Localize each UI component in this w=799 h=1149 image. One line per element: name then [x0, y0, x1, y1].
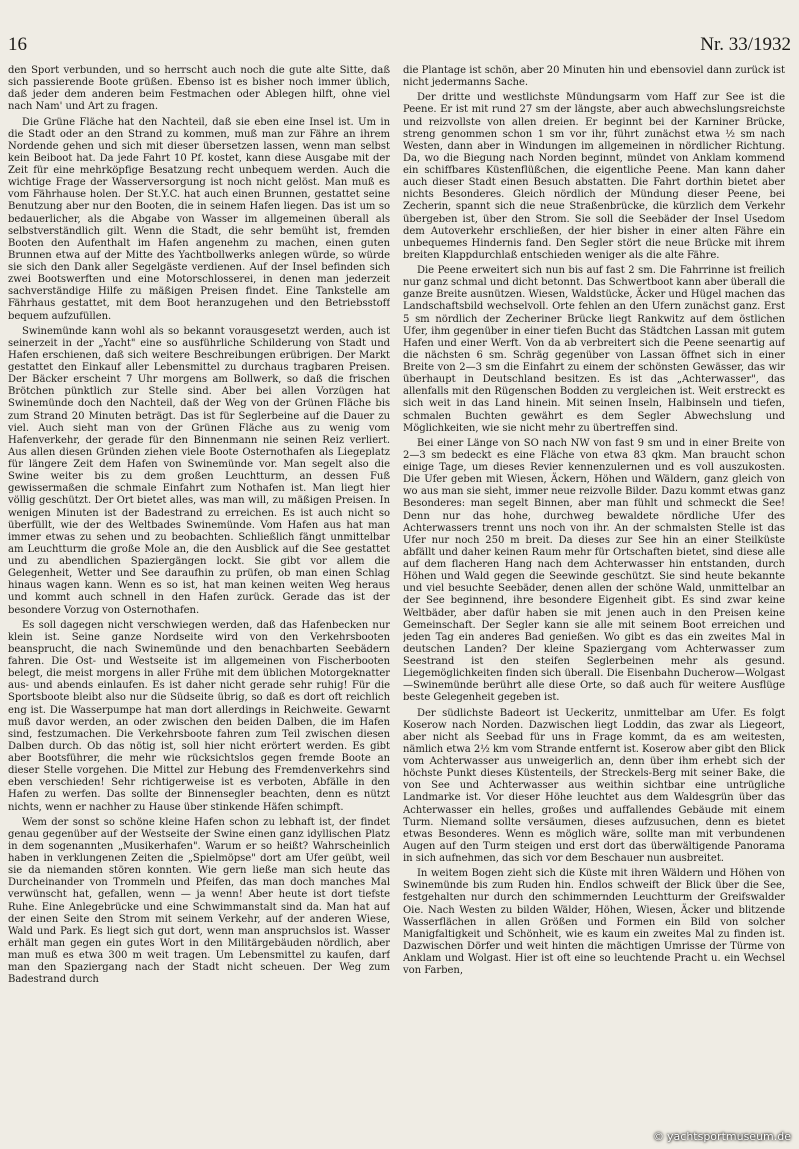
- paragraph: Bei einer Länge von SO nach NW von fast 9 sm und in einer Breite von 2—3 sm bedeckt es eine Fläche von etwa 83 qkm. Man braucht schon einige Tage, um dieses Revier kennenzulernen und es voll auszukosten. Die Ufer geben mit Wiesen, Äckern, Höhen und Wäldern, ganz gleich von wo aus man sie sieht, immer neue reizvolle Bilder. Dazu kommt etwas ganz Besonderes: man segelt Binnen, aber man fühlt und schmeckt die See! Denn nur das hohe, durchweg bewaldete nördliche Ufer des Achterwassers trennt uns noch von ihr. An der schmalsten Stelle ist das Ufer nur noch 250 m breit. Da dieses zur See hin an einer Steilküste abfällt und daher keinen Raum mehr für Ortschaften bietet, sind diese alle auf dem flacheren Hang nach dem Achterwasser hin entstanden, durch Höhen und Wald gegen die Seewinde geschützt. Sie sind heute bekannte und viel besuchte Seebäder, denen allen der schöne Wald, unmittelbar an der See beginnend, ihre besondere Eigenheit gibt. Es sind zwar keine Weltbäder, aber dafür haben sie mit jenen auch in den Preisen keine Gemeinschaft. Der Segler kann sie alle mit seinem Boot erreichen und jeden Tag ein anderes Bad genießen. Wo gibt es das ein zweites Mal in deutschen Landen? Der kleine Spaziergang vom Achterwasser zum Seestrand ist den steifen Seglerbeinen mehr als gesund. Liegemöglichkeiten finden sich überall. Die Eisenbahn Ducherow—Wolgast—Swinemünde berührt alle diese Orte, so daß auch für weitere Ausflüge beste Gelegenheit gegeben ist.: [403, 437, 785, 704]
- watermark-text: yachtsportmuseum.de: [667, 1130, 791, 1143]
- paragraph: Swinemünde kann wohl als so bekannt vorausgesetzt werden, auch ist seinerzeit in der „Yacht" eine so ausführliche Schilderung von Stadt und Hafen erschienen, daß sich weitere Beschreibungen erübrigen. Der Markt gestattet den Einkauf aller Lebensmittel zu durchaus tragbaren Preisen. Der Bäcker erscheint 7 Uhr morgens am Bollwerk, so daß die frischen Brötchen pünktlich zur Stelle sind. Aber bei allen Vorzügen hat Swinemünde doch den Nachteil, daß der Weg von der Grünen Fläche bis zum Strand 20 Minuten beträgt. Das ist für Seglerbeine auf die Dauer zu viel. Auch sieht man von der Grünen Fläche aus zu wenig vom Hafenverkehr, der gerade für den Binnenmann nie seinen Reiz verliert. Aus allen diesen Gründen ziehen viele Boote Osternothafen als Liegeplatz für längere Zeit dem Hafen von Swinemünde vor. Man segelt also die Swine weiter bis zu dem großen Leuchtturm, an dessen Fuß gewissermaßen die schmale Einfahrt zum Nothafen ist. Man liegt hier völlig geschützt. Der Ort bietet alles, was man will, zu mäßigen Preisen. In wenigen Minuten ist der Badestrand zu erreichen. Es ist auch nicht so überfüllt, wie der des Weltbades Swinemünde. Vom Hafen aus hat man immer etwas zu sehen und zu beobachten. Schließlich fängt unmittelbar am Leuchtturm die große Mole an, die den Ausblick auf die See gestattet und zu abendlichen Spaziergängen lockt. Sie gibt vor allem die Gelegenheit, Wetter und See daraufhin zu prüfen, ob man einen Schlag hinaus wagen kann. Wenn es so ist, hat man keinen weiten Weg heraus und kommt auch schnell in den Hafen zurück. Gerade das ist der besondere Vorzug von Osternothafen.: [8, 325, 390, 616]
- paragraph: Die Peene erweitert sich nun bis auf fast 2 sm. Die Fahrrinne ist freilich nur ganz schmal und dicht betonnt. Das Schwertboot kann aber überall die ganze Breite ausnützen. Wiesen, Waldstücke, Äcker und Hügel machen das Landschaftsbild wechselvoll. Orte fehlen an den Ufern zunächst ganz. Erst 5 sm nördlich der Zecheriner Brücke liegt Rankwitz auf dem östlichen Ufer, ihm gegenüber in einer tiefen Bucht das Städtchen Lassan mit gutem Hafen und einer Werft. Von da ab verbreitert sich die Peene seenartig auf die nächsten 6 sm. Schräg gegenüber von Lassan öffnet sich in einer Breite von 2—3 sm die Einfahrt zu einem der schönsten Gewässer, das wir überhaupt in Deutschland besitzen. Es ist das „Achterwasser", das allenfalls mit den Rügenschen Bodden zu vergleichen ist. Weit erstreckt es sich weit in das Land hinein. Mit seinen Inseln, Halbinseln und tiefen, schmalen Buchten gewährt es dem Segler Abwechslung und Möglichkeiten, wie sie nicht mehr zu übertreffen sind.: [403, 265, 785, 434]
- page-header: [8, 34, 791, 56]
- paragraph: die Plantage ist schön, aber 20 Minuten hin und ebensoviel dann zurück ist nicht jedermanns Sache.: [403, 65, 785, 89]
- left-column: [8, 65, 390, 1125]
- paragraph: Wem der sonst so schöne kleine Hafen schon zu lebhaft ist, der findet genau gegenüber auf der Westseite der Swine einen ganz idyllischen Platz in dem sogenannten „Musikerhafen". Warum er so heißt? Wahrscheinlich haben in verklungenen Zeiten die „Spielmöpse" dort am Ufer geübt, weil sie da niemanden stören konnten. Wie gern ließe man sich heute das Durcheinander von Trommeln und Pfeifen, das man doch manches Mal verwünscht hat, gefallen, wenn — ja wenn! Aber heute ist dort tiefste Ruhe. Eine Anlegebrücke und eine Schwimmanstalt sind da. Man hat auf der einen Seite den Strom mit seinem Verkehr, auf der anderen Wiese, Wald und Park. Es liegt sich gut dort, wenn man anspruchslos ist. Wasser erhält man gegen ein gutes Wort in den Militärgebäuden nördlich, aber man muß es etwa 300 m weit tragen. Um Lebensmittel zu kaufen, darf man den Spaziergang nach der Stadt nicht scheuen. Der Weg zum Badestrand durch: [8, 816, 390, 986]
- paragraph: Der dritte und westlichste Mündungsarm vom Haff zur See ist die Peene. Er ist mit rund 27 sm der längste, aber auch abwechslungsreichste und reizvollste von allen dreien. Er beginnt bei der Karniner Brücke, streng genommen schon 1 sm vor ihr, führt zunächst etwa ½ sm nach Westen, dann aber in Windungen im allgemeinen in nördlicher Richtung. Da, wo die Biegung nach Norden beginnt, mündet von Anklam kommend ein schiffbares Küstenflüßchen, die eigentliche Peene. Man kann daher auch dieser Stadt einen Besuch abstatten. Die Fahrt dorthin bietet aber nichts Besonderes. Gleich nördlich der Mündung dieser Peene, bei Zecherin, spannt sich die neue Straßenbrücke, die kürzlich dem Verkehr übergeben ist, über den Strom. Sie soll die Seebäder der Insel Usedom dem Autoverkehr erschließen, der hier bisher in einer alten Fähre ein unbequemes Hindernis fand. Den Segler stört die neue Brücke mit ihrem breiten Klappdurchlaß entschieden weniger als die alte Fähre.: [403, 92, 785, 261]
- paragraph: In weitem Bogen zieht sich die Küste mit ihren Wäldern und Höhen von Swinemünde bis zum Ruden hin. Endlos schweift der Blick über die See, festgehalten nur durch den schimmernden Leuchtturm der Greifswalder Oie. Nach Westen zu bilden Wälder, Höhen, Wiesen, Äcker und blitzende Wasserflächen in allen Größen und Formen ein Bild von solcher Manigfaltigkeit und Schönheit, wie es kaum ein zweites Mal zu finden ist. Dazwischen Dörfer und weit hinten die mächtigen Umrisse der Türme von Anklam und Wolgast. Hier ist oft eine so leuchtende Pracht u. ein Wechsel von Farben,: [403, 868, 785, 977]
- issue-number: Nr. 33/1932: [700, 34, 791, 55]
- paragraph: Die Grüne Fläche hat den Nachteil, daß sie eben eine Insel ist. Um in die Stadt oder an den Strand zu kommen, muß man zur Fähre an ihrem Nordende gehen und sich mit dieser übersetzen lassen, wenn man selbst kein Beiboot hat. Da jede Fahrt 10 Pf. kostet, kann diese Ausgabe mit der Zeit für eine mehrköpfige Besatzung recht unbequem werden. Auch die wichtige Frage der Wasserversorgung ist noch nicht gelöst. Man muß es vom Fährhause holen. Der St.Y.C. hat auch einen Brunnen, gestattet seine Benutzung aber nur den Booten, die in seinem Hafen liegen. Das ist um so bedauerlicher, als die Abgabe von Wasser im allgemeinen überall als selbstverständlich gilt. Wenn die Stadt, die sehr bemüht ist, fremden Booten den Aufenthalt im Hafen angenehm zu machen, einen guten Brunnen etwa auf der Mitte des Yachtbollwerks anlegen würde, so würde sie sich den Dank aller Segelgäste verdienen. Auf der Insel befinden sich zwei Bootswerften und eine Motorschlosserei, in denen man jederzeit sachverständige Hilfe zu mäßigen Preisen findet. Eine Tankstelle am Fährhaus gestattet, mit dem Boot heranzugehen und den Betriebsstoff bequem aufzufüllen.: [8, 116, 390, 322]
- paragraph: den Sport verbunden, und so herrscht auch noch die gute alte Sitte, daß sich passierende Boote grüßen. Ebenso ist es bisher noch immer üblich, daß jeder dem anderen beim Festmachen oder Ablegen hilft, ohne viel nach Nam' und Art zu fragen.: [8, 65, 390, 113]
- paragraph: Es soll dagegen nicht verschwiegen werden, daß das Hafenbecken nur klein ist. Seine ganze Nordseite wird von den Verkehrsbooten beansprucht, die nach Swinemünde und den benachbarten Seebädern fahren. Die Ost- und Westseite ist im allgemeinen von Fischerbooten belegt, die meist morgens in aller Frühe mit dem üblichen Motorgeknatter aus- und abends einlaufen. Es ist daher nicht gerade sehr ruhig! Für die Sportsboote bleibt also nur die Südseite übrig, so daß es dort oft reichlich eng ist. Die Wasserpumpe hat man dort allerdings in Reichweite. Gewarnt muß davor werden, an oder zwischen den beiden Dalben, die im Hafen sind, festzumachen. Die Verkehrsboote fahren zum Teil zwischen diesen Dalben durch. Ob das nötig ist, soll hier nicht erörtert werden. Es gibt aber Bootsführer, die mehr wie rücksichtslos gegen fremde Boote an dieser Stelle vorgehen. Die Mittel zur Hebung des Fremdenverkehrs sind eben verschieden! Sehr richtigerweise ist es verboten, Abfälle in den Hafen zu werfen. Das sollte der Binnensegler beachten, denn es nützt nichts, wenn er nachher zu Hause über stinkende Häfen schimpft.: [8, 619, 390, 813]
- paragraph: Der südlichste Badeort ist Ueckeritz, unmittelbar am Ufer. Es folgt Koserow nach Norden. Dazwischen liegt Loddin, das zwar als Liegeort, aber nicht als Seebad für uns in Frage kommt, da es am weitesten, nämlich etwa 2½ km vom Strande entfernt ist. Koserow aber gibt den Blick vom Achterwasser aus unweigerlich an, denn über ihm erhebt sich der höchste Punkt dieses Küstenteils, der Streckels-Berg mit seiner Bake, die von See und Achterwasser aus weithin sichtbar eine untrügliche Landmarke ist. Vor dieser Höhe leuchtet aus dem Waldesgrün über das Achterwasser ein helles, großes und auffallendes Gebäude mit einem Turm. Niemand sollte versäumen, dieses aufzusuchen, denn es bietet etwas Besonderes. Wenn es möglich wäre, sollte man mit verbundenen Augen auf den Turm steigen und erst dort das überwältigende Panorama in sich aufnehmen, das sich vor dem Beschauer nun ausbreitet.: [403, 707, 785, 864]
- watermark: [653, 1130, 791, 1143]
- right-column: [403, 65, 785, 1125]
- copyright-symbol: ©: [653, 1130, 665, 1143]
- page-number: 16: [8, 34, 27, 55]
